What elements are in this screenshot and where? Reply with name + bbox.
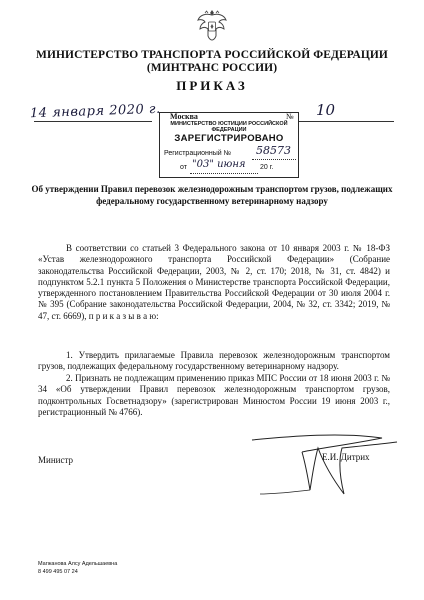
ministry-name: МИНИСТЕРСТВО ТРАНСПОРТА РОССИЙСКОЙ ФЕДЕРАЦИИ <box>36 49 388 61</box>
stamp-reg-number-label: Регистрационный № <box>164 150 232 157</box>
signer-position: Министр <box>38 455 73 465</box>
registration-stamp <box>159 112 299 178</box>
clause-2-paragraph: 2. Признать не подлежащим применению приказ МПС России от 18 июня 2003 г. № 34 «Об утверждении Правил перевозок железнодорожным транспортом грузов, подконтрольных Госветнадзору» (зарегистрирован Минюстом России 19 июня 2003 г., регистрационный № 4766). <box>38 373 390 417</box>
stamp-year: 20 г. <box>260 164 274 171</box>
ministry-short-name: (МИНТРАНС РОССИИ) <box>146 62 278 74</box>
stamp-registered-label: ЗАРЕГИСТРИРОВАНО <box>174 133 284 144</box>
order-number-sign: № <box>286 112 294 121</box>
order-city: Москва <box>170 112 198 121</box>
clause-1-paragraph: 1. Утвердить прилагаемые Правила перевозок железнодорожным транспортом грузов, подлежащих федеральному государственному ветеринарному надзору. <box>38 350 390 372</box>
number-underline <box>298 121 394 122</box>
order-date-handwritten: 14 января 2020 г. <box>29 101 161 122</box>
executor-phone: 8 499 495 07 24 <box>38 568 78 575</box>
stamp-date-line <box>190 173 258 174</box>
stamp-reg-number: 58573 <box>256 144 291 157</box>
preamble-paragraph: В соответствии со статьей 3 Федерального закона от 10 января 2003 г. № 18-ФЗ «Устав железнодорожного транспорта Российской Федерации» (Собрание законодательства Российской Федерации, 2003, № 2, ст. 170; 2018, № 31, ст. 4842) и подпунктом 5.2.1 пункта 5 Положения о Министерстве транспорта Российской Федерации, утвержденного постановлением Правительства Российской Федерации от 30 июля 2004 г. № 395 (Собрание законодательства Российской Федерации, 2004, № 32, ст. 3342; 2019, № 47, ст. 6669), п р и к а з ы в а ю: <box>38 243 390 321</box>
order-heading: ПРИКАЗ <box>176 78 248 93</box>
executor-info <box>38 561 117 576</box>
document-title: Об утверждении Правил перевозок железнодорожным транспортом грузов, подлежащих федеральному государственному ветеринарному надзору <box>31 184 393 206</box>
stamp-date: "03" июня <box>192 159 246 170</box>
stamp-date-prefix: от <box>180 164 187 171</box>
signer-name: Е.И. Дитрих <box>322 452 370 462</box>
stamp-reg-number-line <box>252 159 296 160</box>
order-number-handwritten: 10 <box>316 101 336 119</box>
executor-name: Магжанова Алсу Адельшаевна <box>38 561 118 567</box>
coat-of-arms-emblem <box>196 8 228 42</box>
stamp-ministry: МИНИСТЕРСТВО ЮСТИЦИИ РОССИЙСКОЙ ФЕДЕРАЦИИ <box>170 121 288 133</box>
date-underline <box>34 121 152 122</box>
